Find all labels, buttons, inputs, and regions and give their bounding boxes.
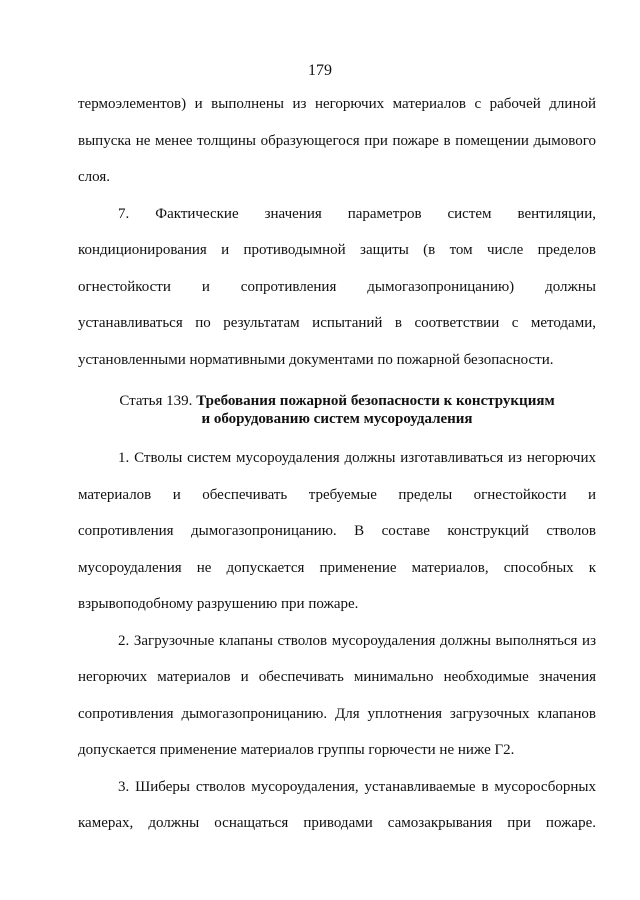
page-number: 179 xyxy=(308,62,332,79)
article-title-part2: и оборудованию систем мусороудаления xyxy=(201,411,473,427)
text-line: негорючих материалов и обеспечивать минимально необходимые значения xyxy=(78,669,596,685)
paragraph-item-7 xyxy=(78,196,596,379)
text-line: выпуска не менее толщины образующегося при пожаре в помещении дымового xyxy=(78,132,596,149)
text-line: допускается применение материалов группы горючести не ниже Г2. xyxy=(78,742,515,758)
text-line: 1. Стволы систем мусороудаления должны изготавливаться из негорючих xyxy=(118,450,596,466)
text-line: 7. Фактические значения параметров систем вентиляции, xyxy=(118,205,596,222)
article-number: Статья 139. xyxy=(119,393,193,409)
paragraph-item-3 xyxy=(78,769,596,842)
text-line: взрывоподобному разрушению при пожаре. xyxy=(78,596,359,612)
article-title-part1: Требования пожарной безопасности к конструкциям xyxy=(196,393,555,409)
text-line: мусороудаления не допускается применение материалов, способных к xyxy=(78,559,596,576)
paragraph-continuation xyxy=(78,86,596,196)
text-line: материалов и обеспечивать требуемые пределы огнестойкости и xyxy=(78,486,596,503)
article-heading xyxy=(78,392,596,428)
text-line: термоэлементов) и выполнены из негорючих материалов с рабочей длиной xyxy=(78,96,596,112)
text-line: кондиционирования и противодымной защиты (в том числе пределов xyxy=(78,242,596,258)
paragraph-item-2 xyxy=(78,623,596,769)
text-line: 2. Загрузочные клапаны стволов мусороудаления должны выполняться из xyxy=(118,632,596,649)
article-heading-line2 xyxy=(78,410,596,428)
text-line: устанавливаться по результатам испытаний в соответствии с методами, xyxy=(78,315,596,331)
paragraph-item-1 xyxy=(78,440,596,623)
text-line: огнестойкости и сопротивления дымогазопроницанию) должны xyxy=(78,278,596,295)
article-heading-line1 xyxy=(78,392,596,410)
page-content xyxy=(78,86,596,842)
text-line: сопротивления дымогазопроницанию. Для уплотнения загрузочных клапанов xyxy=(78,705,596,722)
text-line: камерах, должны оснащаться приводами самозакрывания при пожаре. xyxy=(78,815,596,831)
text-line: слоя. xyxy=(78,169,111,185)
text-line: 3. Шиберы стволов мусороудаления, устанавливаемые в мусоросборных xyxy=(118,778,596,795)
text-line: установленными нормативными документами по пожарной безопасности. xyxy=(78,351,554,368)
text-line: сопротивления дымогазопроницанию. В составе конструкций стволов xyxy=(78,523,596,539)
